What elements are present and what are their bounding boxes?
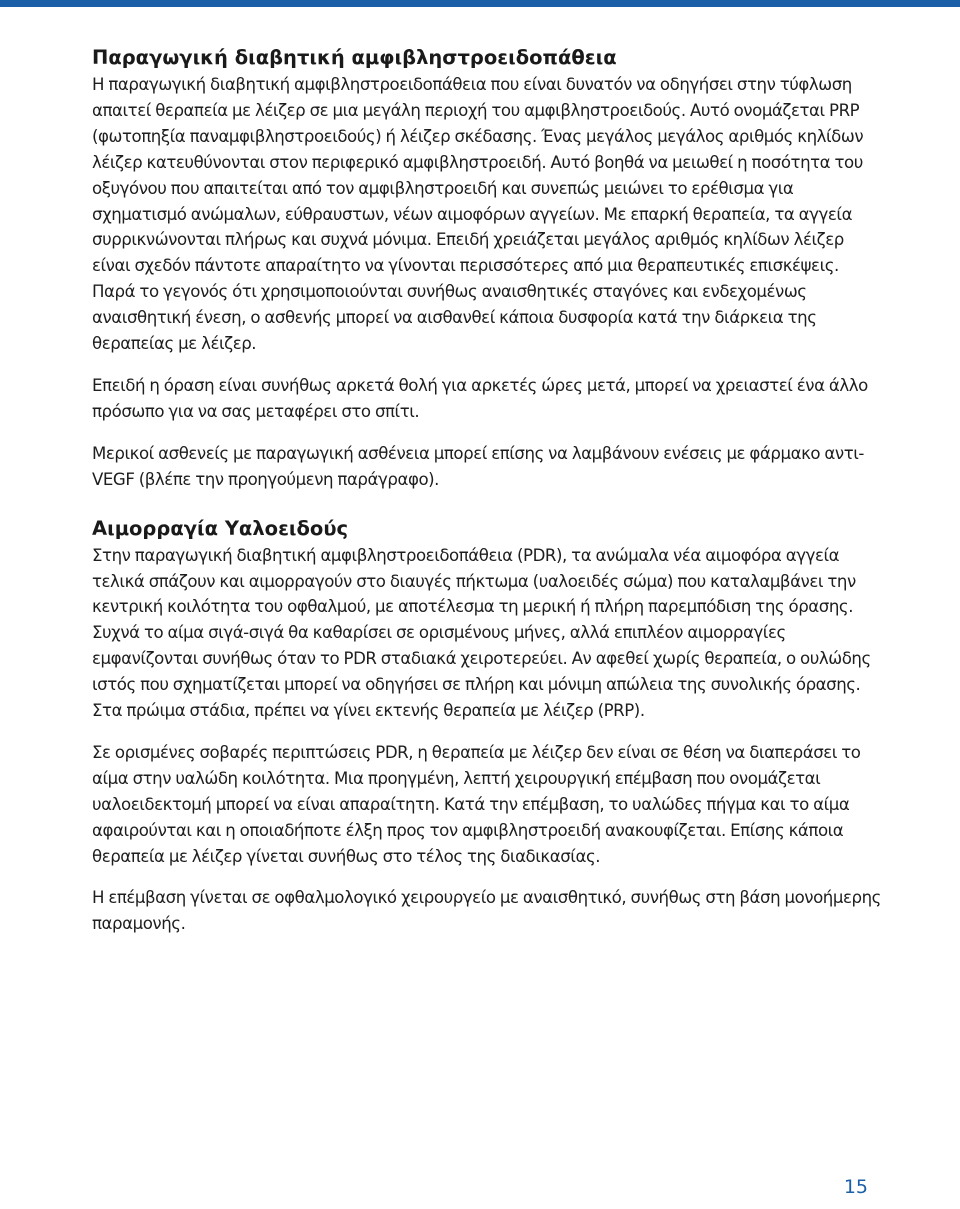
paragraph: Μερικοί ασθενείς με παραγωγική ασθένεια μπορεί επίσης να λαμβάνουν ενέσεις με φάρμακο αντι-VEGF (βλέπε την προηγούμενη παράγραφο). bbox=[92, 443, 864, 489]
section-proliferative-retinopathy bbox=[92, 44, 882, 493]
paragraph: Στην παραγωγική διαβητική αμφιβληστροειδοπάθεια (PDR), τα ανώμαλα νέα αιμοφόρα αγγεία τελικά σπάζουν και αιμορραγούν στο διαυγές πήκτωμα (υαλοειδές σώμα) που καταλαμβάνει την κεντρική κοιλότητα του οφθαλμού, με αποτέλεσμα τη μερική ή πλήρη παρεμπόδιση της όρασης. Συχνά το αίμα σιγά-σιγά θα καθαρίσει σε ορισμένους μήνες, αλλά επιπλέον αιμορραγίες εμφανίζονται συνήθως όταν το PDR σταδιακά χειροτερεύει. Αν αφεθεί χωρίς θεραπεία, ο ουλώδης ιστός που σχηματίζεται μπορεί να οδηγήσει σε πλήρη και μόνιμη απώλεια της συνολικής όρασης. Στα πρώιμα στάδια, πρέπει να γίνει εκτενής θεραπεία με λέιζερ (PRP). bbox=[92, 545, 871, 721]
top-accent-bar bbox=[0, 0, 960, 7]
paragraph: Η παραγωγική διαβητική αμφιβληστροειδοπάθεια που είναι δυνατόν να οδηγήσει στην τύφλωση απαιτεί θεραπεία με λέιζερ σε μια μεγάλη περιοχή του αμφιβληστροειδούς. Αυτό ονομάζεται PRP (φωτοπηξία παναμφιβληστροειδούς) ή λέιζερ σκέδασης. Ένας μεγάλος μεγάλος αριθμός κηλίδων λέιζερ κατευθύνονται στον περιφερικό αμφιβληστροειδή. Αυτό βοηθά να μειωθεί η ποσότητα του οξυγόνου που απαιτείται από τον αμφιβληστροειδή και συνεπώς μειώνει το ερέθισμα για σχηματισμό ανώμαλων, εύθραυστων, νέων αιμοφόρων αγγείων. Με επαρκή θεραπεία, τα αγγεία συρρικνώνονται πλήρως και συχνά μόνιμα. Επειδή χρειάζεται μεγάλος αριθμός κηλίδων λέιζερ είναι σχεδόν πάντοτε απαραίτητο να γίνονται περισσότερες από μια θεραπευτικές επισκέψεις. Παρά το γεγονός ότι χρησιμοποιούνται συνήθως αναισθητικές σταγόνες και ενδεχομένως αναισθητική ένεση, ο ασθενής μπορεί να αισθανθεί κάποια δυσφορία κατά την διάρκεια της θεραπείας με λέιζερ. bbox=[92, 75, 864, 354]
section-heading: Παραγωγική διαβητική αμφιβληστροειδοπάθεια bbox=[92, 46, 617, 69]
section-heading: Αιμορραγία Υαλοειδούς bbox=[92, 516, 349, 540]
section-vitreous-hemorrhage bbox=[92, 515, 882, 938]
document-body bbox=[92, 44, 882, 937]
paragraph: Η επέμβαση γίνεται σε οφθαλμολογικό χειρουργείο με αναισθητικό, συνήθως στη βάση μονοήμερης παραμονής. bbox=[92, 888, 881, 934]
paragraph: Επειδή η όραση είναι συνήθως αρκετά θολή για αρκετές ώρες μετά, μπορεί να χρειαστεί ένα άλλο πρόσωπο για να σας μεταφέρει στο σπίτι. bbox=[92, 375, 868, 421]
page-number: 15 bbox=[843, 1176, 868, 1198]
paragraph: Σε ορισμένες σοβαρές περιπτώσεις PDR, η θεραπεία με λέιζερ δεν είναι σε θέση να διαπεράσει το αίμα στην υαλώδη κοιλότητα. Μια προηγμένη, λεπτή χειρουργική επέμβαση που ονομάζεται υαλοειδεκτομή μπορεί να είναι απαραίτητη. Κατά την επέμβαση, το υαλώδες πήγμα και το αίμα αφαιρούνται και η οποιαδήποτε έλξη προς τον αμφιβληστροειδή ανακουφίζεται. Επίσης κάποια θεραπεία με λέιζερ γίνεται συνήθως στο τέλος της διαδικασίας. bbox=[92, 742, 861, 866]
